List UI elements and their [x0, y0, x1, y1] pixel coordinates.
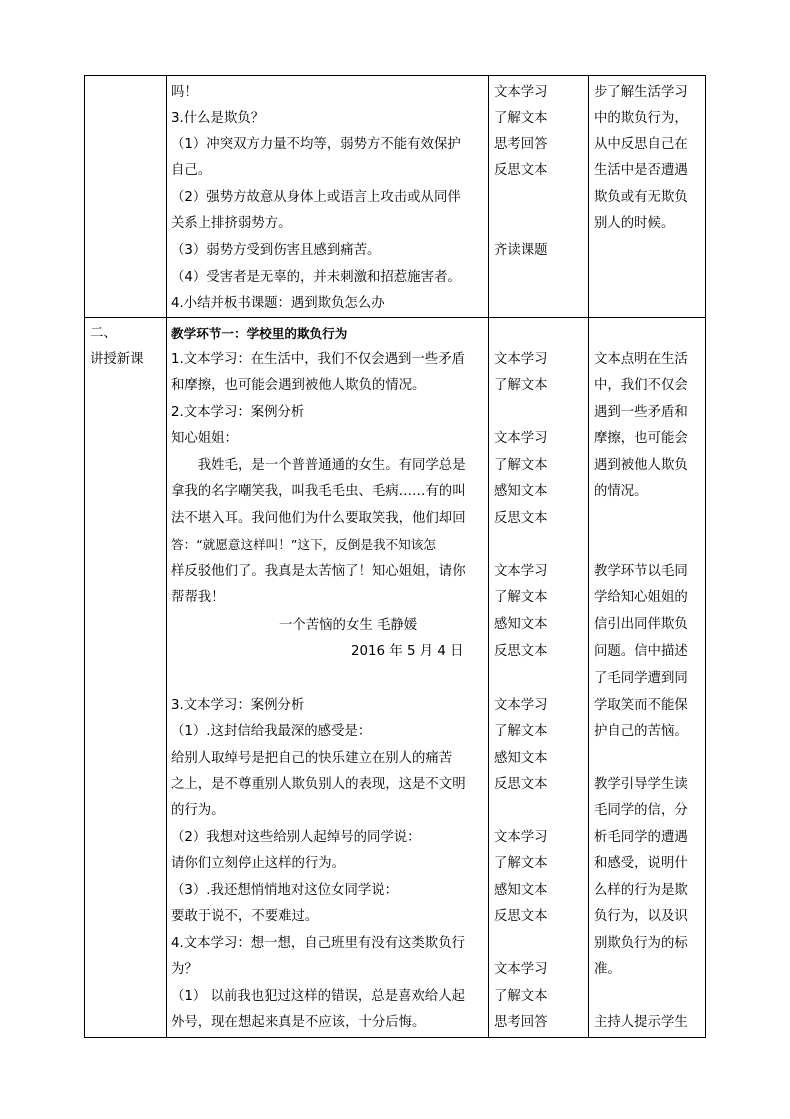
letter-date: 2016 年 5 月 4 日: [351, 644, 464, 659]
table-border-top: [84, 75, 706, 76]
column-divider-1: [166, 75, 167, 1038]
row2-activity-20: 了解文本: [494, 989, 548, 1004]
row2-activity-9: 感知文本: [494, 617, 548, 632]
row1-activity-5: 齐读课题: [494, 243, 548, 258]
row2-content-line-23: 为？: [171, 962, 198, 977]
row2-intent-7: 教学环节以毛同: [594, 564, 688, 579]
teaching-step-heading: 教学环节一：学校里的欺负行为: [171, 326, 348, 341]
row2-activity-14: 反思文本: [494, 777, 548, 792]
row1-content-line-8: （4）受害者是无辜的，并未刺激和招惹施害者。: [171, 270, 461, 285]
row2-activity-6: 反思文本: [494, 511, 548, 526]
row2-intent-13: 护自己的苦恼。: [594, 724, 688, 739]
row2-intent-17: 和感受，说明什: [594, 856, 688, 871]
row2-content-line-20: （3）.我还想悄悄地对这位女同学说：: [171, 883, 399, 898]
row2-content-line-25: 外号，现在想起来真是不应该，十分后悔。: [171, 1015, 426, 1030]
row2-content-line-17: 的行为。: [171, 803, 225, 818]
row2-activity-17: 感知文本: [494, 883, 548, 898]
row2-content-line-24: （1） 以前我也犯过这样的错误，总是喜欢给人起: [171, 989, 465, 1004]
table-border-right: [705, 75, 706, 1038]
row2-intent-12: 学取笑而不能保: [594, 698, 688, 713]
row2-intent-22: 主持人提示学生: [594, 1015, 688, 1030]
row1-intent-2: 中的欺负行为，: [594, 111, 688, 126]
row2-intent-19: 负行为，以及识: [594, 909, 688, 924]
row1-intent-6: 别人的时候。: [594, 216, 675, 231]
row1-content-line-3: （1）冲突双方力量不均等，弱势方不能有效保护: [171, 137, 461, 152]
row2-content-line-15: 给别人取绰号是把自己的快乐建立在别人的痛苦: [171, 751, 453, 766]
row2-intent-5: 遇到被他人欺负: [594, 458, 688, 473]
row2-activity-2: 了解文本: [494, 378, 548, 393]
row2-content-line-14: （1）.这封信给我最深的感受是：: [171, 724, 372, 739]
row2-content-line-1: 1.文本学习：在生活中，我们不仅会遇到一些矛盾: [171, 352, 465, 367]
column-divider-3: [588, 75, 589, 1038]
row2-content-line-19: 请你们立刻停止这样的行为。: [171, 856, 346, 871]
row2-intent-16: 析毛同学的遭遇: [594, 830, 688, 845]
row2-intent-6: 的情况。: [594, 484, 648, 499]
row2-intent-18: 么样的行为是欺: [594, 883, 688, 898]
row2-activity-11: 文本学习: [494, 698, 548, 713]
row1-intent-3: 从中反思自己在: [594, 137, 688, 152]
row1-content-line-2: 3.什么是欺负？: [171, 111, 265, 126]
row1-activity-2: 了解文本: [494, 111, 548, 126]
row1-activity-4: 反思文本: [494, 163, 548, 178]
row2-content-line-6: 拿我的名字嘲笑我，叫我毛毛虫、毛病……有的叫: [171, 484, 466, 499]
row2-activity-1: 文本学习: [494, 352, 548, 367]
column-divider-2: [488, 75, 489, 1038]
row2-content-line-5: 我姓毛，是一个普普通通的女生。有同学总是: [171, 458, 466, 473]
row2-activity-21: 思考回答: [494, 1015, 548, 1030]
row1-content-line-6: 关系上排挤弱势方。: [171, 216, 292, 231]
row1-intent-1: 步了解生活学习: [594, 85, 688, 100]
row2-intent-14: 教学引导学生读: [594, 777, 688, 792]
row2-activity-8: 了解文本: [494, 590, 548, 605]
row2-intent-15: 毛同学的信，分: [594, 803, 688, 818]
row1-intent-4: 生活中是否遭遇: [594, 163, 688, 178]
row1-activity-1: 文本学习: [494, 85, 548, 100]
row2-activity-10: 反思文本: [494, 644, 548, 659]
row2-activity-16: 了解文本: [494, 856, 548, 871]
row1-content-line-4: 自己。: [171, 163, 212, 178]
row2-intent-8: 学给知心姐姐的: [594, 590, 688, 605]
row2-intent-20: 别欺负行为的标: [594, 936, 688, 951]
row2-activity-12: 了解文本: [494, 724, 548, 739]
row1-content-line-1: 吗！: [171, 85, 198, 100]
letter-signature: 一个苦恼的女生 毛静媛: [279, 618, 418, 633]
row2-content-line-21: 要敢于说不，不要难过。: [171, 909, 319, 924]
row2-intent-9: 信引出同伴欺负: [594, 617, 688, 632]
row2-activity-5: 感知文本: [494, 484, 548, 499]
row2-content-line-4: 知心姐姐：: [171, 431, 238, 446]
row1-intent-5: 欺负或有无欺负: [594, 190, 688, 205]
row2-activity-3: 文本学习: [494, 431, 548, 446]
row1-content-line-7: （3）弱势方受到伤害且感到痛苦。: [171, 243, 381, 258]
row2-activity-7: 文本学习: [494, 564, 548, 579]
row2-activity-4: 了解文本: [494, 458, 548, 473]
table-border-left: [84, 75, 85, 1038]
row2-content-line-3: 2.文本学习：案例分析: [171, 405, 305, 420]
row2-content-line-18: （2）我想对这些给别人起绰号的同学说：: [171, 830, 421, 845]
row2-intent-1: 文本点明在生活: [594, 352, 688, 367]
row2-intent-21: 准。: [594, 962, 621, 977]
row2-content-line-8: 答：“就愿意这样叫！”这下，反倒是我不知该怎: [171, 537, 436, 552]
section-number: 二、: [90, 326, 117, 341]
row2-intent-2: 中，我们不仅会: [594, 378, 688, 393]
table-border-bottom: [84, 1037, 706, 1038]
row1-content-line-9: 4.小结并板书课题：遇到欺负怎么办: [171, 296, 385, 311]
row2-content-line-22: 4.文本学习：想一想，自己班里有没有这类欺负行: [171, 936, 465, 951]
row2-content-line-9: 样反驳他们了。我真是太苦恼了！知心姐姐，请你: [171, 564, 466, 579]
row2-intent-11: 了毛同学遭到同: [594, 671, 688, 686]
row2-activity-18: 反思文本: [494, 909, 548, 924]
row2-intent-10: 问题。信中描述: [594, 644, 688, 659]
row2-intent-3: 遇到一些矛盾和: [594, 405, 688, 420]
row1-content-line-5: （2）强势方故意从身体上或语言上攻击或从同伴: [171, 190, 461, 205]
row1-activity-3: 思考回答: [494, 137, 548, 152]
row2-content-line-13: 3.文本学习：案例分析: [171, 698, 305, 713]
row2-content-line-16: 之上，是不尊重别人欺负别人的表现，这是不文明: [171, 777, 466, 792]
row2-content-line-7: 法不堪入耳。我问他们为什么要取笑我，他们却回: [171, 511, 466, 526]
row2-activity-19: 文本学习: [494, 962, 548, 977]
row2-activity-13: 感知文本: [494, 751, 548, 766]
row2-content-line-2: 和摩擦，也可能会遇到被他人欺负的情况。: [171, 378, 426, 393]
section-title: 讲授新课: [90, 352, 144, 367]
row2-content-line-10: 帮帮我！: [171, 590, 225, 605]
row2-intent-4: 摩擦，也可能会: [594, 431, 688, 446]
row2-activity-15: 文本学习: [494, 830, 548, 845]
